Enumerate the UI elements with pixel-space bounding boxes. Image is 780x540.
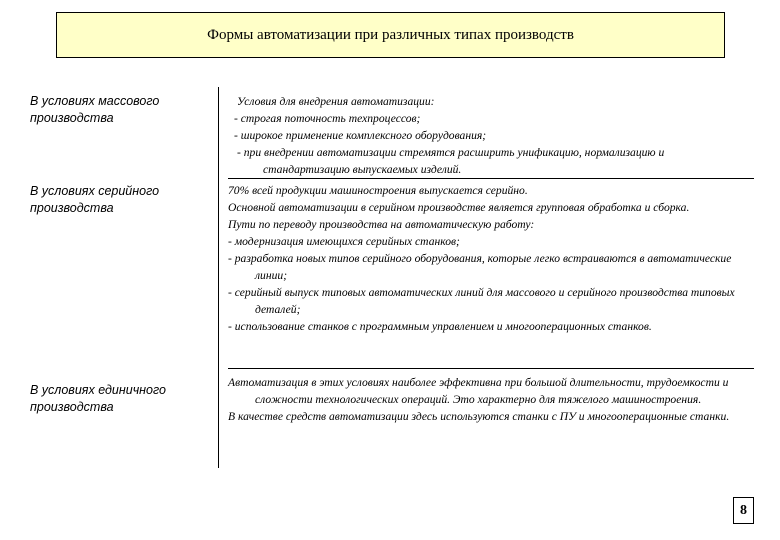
content-line: - разработка новых типов серийного оборудования, которые легко встраиваются в автоматические линии; [228,252,732,282]
content-line: - широкое применение комплексного оборудования; [234,129,487,142]
content-line: - при внедрении автоматизации стремятся расширить унификацию, нормализацию и стандартизацию выпускаемых изделий. [237,146,665,176]
content-line: Основной автоматизации в серийном производстве является групповая обработка и сборка. [228,201,690,214]
content-line: - использование станков с программным управлением и многооперационных станков. [228,320,652,333]
row-label-serial: В условиях серийного производства [30,184,160,215]
content-line: В качестве средств автоматизации здесь используются станки с ПУ и многооперационные станки. [228,410,730,423]
content-line: - модернизация имеющихся серийных станков; [228,235,460,248]
row-content-single [228,374,748,425]
page-title-text: Формы автоматизации при различных типах производств [207,26,574,43]
row-label-mass: В условиях массового производства [30,94,160,125]
content-line: - серийный выпуск типовых автоматических линий для массового и серийного производства типовых деталей; [228,286,735,316]
page-number: 8 [733,497,754,524]
content-line: Пути по переводу производства на автоматическую работу: [228,218,535,231]
row-label-single: В условиях единичного производства [30,383,166,414]
row-divider-2 [228,368,754,369]
row-content-mass [228,93,748,178]
content-line: - строгая поточность техпроцессов; [234,112,421,125]
page-title [56,12,725,58]
content-line: Условия для внедрения автоматизации: [237,95,435,108]
row-divider-1 [228,178,754,179]
row-content-serial [228,182,748,335]
content-line: 70% всей продукции машиностроения выпускается серийно. [228,184,528,197]
column-divider [218,87,219,468]
content-line: Автоматизация в этих условиях наиболее эффективна при большой длительности, трудоемкости и сложности технологических операций. Это характерно для тяжелого машиностроения. [228,376,729,406]
